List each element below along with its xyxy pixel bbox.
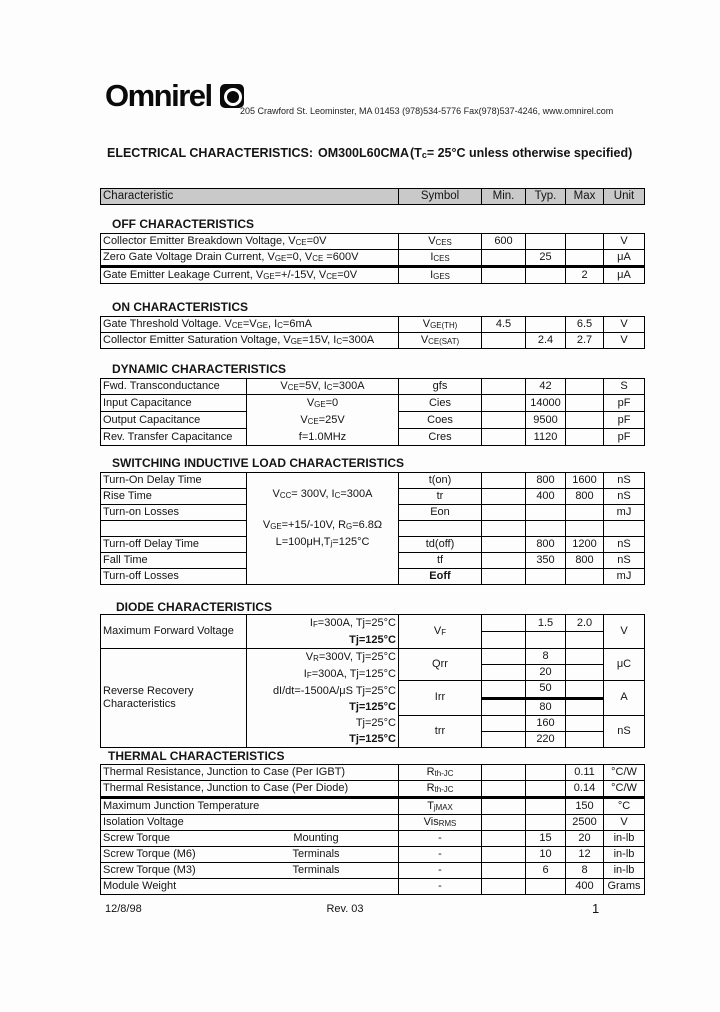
typ-cell: 15 bbox=[526, 831, 566, 847]
unit-cell: μA bbox=[604, 267, 645, 284]
min-cell bbox=[482, 665, 526, 681]
max-cell bbox=[566, 250, 604, 267]
typ-cell: 20 bbox=[526, 665, 566, 681]
characteristic-cell bbox=[101, 781, 399, 798]
condition-line: IF=300A, Tj=125°C bbox=[303, 668, 396, 680]
unit-cell: °C bbox=[604, 798, 645, 815]
table-row bbox=[101, 317, 645, 333]
characteristic-cell bbox=[101, 765, 399, 781]
symbol-cell: VCE(SAT) bbox=[399, 333, 482, 349]
table-row bbox=[101, 847, 645, 863]
max-cell: 150 bbox=[566, 798, 604, 815]
characteristic-cell: Turn-off Losses bbox=[101, 569, 247, 585]
min-cell: 4.5 bbox=[482, 317, 526, 333]
symbol-cell: Qrr bbox=[399, 649, 482, 681]
condition-line: Tj=125°C bbox=[349, 701, 396, 713]
typ-cell bbox=[526, 765, 566, 781]
max-cell: 12 bbox=[566, 847, 604, 863]
symbol-cell: Eoff bbox=[399, 569, 482, 585]
company-logo-text: Omnirel bbox=[105, 78, 212, 113]
condition-merged-cell bbox=[247, 395, 399, 446]
max-cell bbox=[566, 632, 604, 649]
section-heading-dynamic: DYNAMIC CHARACTERISTICS bbox=[112, 362, 286, 376]
unit-cell: nS bbox=[604, 715, 645, 748]
unit-cell: V bbox=[604, 317, 645, 333]
unit-cell: V bbox=[604, 234, 645, 250]
symbol-cell: td(off) bbox=[399, 537, 482, 553]
typ-cell bbox=[526, 569, 566, 585]
min-cell bbox=[482, 632, 526, 649]
unit-cell: in-lb bbox=[604, 847, 645, 863]
col-unit: Unit bbox=[604, 189, 645, 205]
table-row bbox=[101, 473, 645, 489]
typ-cell bbox=[526, 632, 566, 649]
unit-cell: in-lb bbox=[604, 863, 645, 879]
characteristic-cell: Collector Emitter Saturation Voltage, VGE=15V, IC=300A bbox=[101, 333, 399, 349]
unit-cell: V bbox=[604, 815, 645, 831]
max-cell bbox=[566, 732, 604, 748]
min-cell bbox=[482, 649, 526, 665]
characteristic-label: Screw Torque bbox=[103, 832, 171, 844]
on-characteristics-table bbox=[100, 316, 645, 349]
table-row bbox=[101, 333, 645, 349]
symbol-cell: - bbox=[399, 863, 482, 879]
condition-line: Tj=125°C bbox=[349, 634, 396, 646]
condition-line: Tj=25°C bbox=[355, 717, 396, 729]
table-row bbox=[101, 879, 645, 895]
symbol-cell: tf bbox=[399, 553, 482, 569]
condition-cell: VCE=5V, IC=300A bbox=[247, 379, 399, 395]
max-cell: 2 bbox=[566, 267, 604, 284]
min-cell bbox=[482, 879, 526, 895]
col-typ: Typ. bbox=[526, 189, 566, 205]
min-cell bbox=[482, 267, 526, 284]
table-row bbox=[101, 765, 645, 781]
characteristic-cell: Maximum Forward Voltage bbox=[101, 615, 247, 649]
condition-line: VCE=25V bbox=[300, 414, 345, 426]
unit-cell: nS bbox=[604, 553, 645, 569]
typ-cell bbox=[526, 267, 566, 284]
unit-cell: in-lb bbox=[604, 831, 645, 847]
symbol-cell: Cies bbox=[399, 395, 482, 412]
min-cell bbox=[482, 537, 526, 553]
min-cell bbox=[482, 473, 526, 489]
max-cell: 0.14 bbox=[566, 781, 604, 798]
symbol-cell: Rth-JC bbox=[399, 781, 482, 798]
symbol-cell: ICES bbox=[399, 250, 482, 267]
table-row bbox=[101, 831, 645, 847]
condition-line: VR=300V, Tj=25°C bbox=[305, 651, 396, 663]
symbol-cell: VGE(TH) bbox=[399, 317, 482, 333]
min-cell bbox=[482, 781, 526, 798]
unit-cell: Grams bbox=[604, 879, 645, 895]
min-cell bbox=[482, 798, 526, 815]
thermal-characteristics-table bbox=[100, 764, 645, 895]
min-cell bbox=[482, 698, 526, 715]
unit-cell: pF bbox=[604, 412, 645, 429]
company-logo bbox=[105, 78, 244, 114]
typ-cell bbox=[526, 798, 566, 815]
min-cell bbox=[482, 379, 526, 395]
max-cell: 8 bbox=[566, 863, 604, 879]
col-characteristic: Characteristic bbox=[101, 189, 399, 205]
switching-characteristics-table bbox=[100, 472, 645, 585]
typ-cell: 220 bbox=[526, 732, 566, 748]
symbol-cell: tr bbox=[399, 489, 482, 505]
typ-cell: 10 bbox=[526, 847, 566, 863]
characteristic-cell bbox=[101, 863, 399, 879]
condition-line: f=1.0MHz bbox=[298, 431, 347, 443]
unit-cell: °C/W bbox=[604, 765, 645, 781]
unit-cell: nS bbox=[604, 489, 645, 505]
characteristic-label: Maximum Junction Temperature bbox=[103, 800, 260, 812]
min-cell bbox=[482, 765, 526, 781]
symbol-cell: Irr bbox=[399, 681, 482, 716]
unit-cell: μC bbox=[604, 649, 645, 681]
table-row bbox=[101, 250, 645, 267]
table-row bbox=[101, 395, 645, 412]
characteristic-cell bbox=[101, 815, 399, 831]
max-cell bbox=[566, 569, 604, 585]
symbol-cell: Coes bbox=[399, 412, 482, 429]
typ-cell: 800 bbox=[526, 473, 566, 489]
title-label: ELECTRICAL CHARACTERISTICS: bbox=[107, 146, 314, 160]
characteristic-cell: Input Capacitance bbox=[101, 395, 247, 412]
typ-cell bbox=[526, 317, 566, 333]
table-row bbox=[101, 234, 645, 250]
characteristic-cell: Turn-off Delay Time bbox=[101, 537, 247, 553]
max-cell: 20 bbox=[566, 831, 604, 847]
max-cell bbox=[566, 234, 604, 250]
characteristic-label: Module Weight bbox=[103, 880, 177, 892]
section-heading-diode: DIODE CHARACTERISTICS bbox=[116, 600, 273, 614]
symbol-cell: Eon bbox=[399, 505, 482, 521]
min-cell bbox=[482, 333, 526, 349]
symbol-cell: gfs bbox=[399, 379, 482, 395]
typ-cell: 800 bbox=[526, 537, 566, 553]
characteristic-line: Characteristics bbox=[103, 698, 176, 710]
table-row bbox=[101, 815, 645, 831]
unit-cell: nS bbox=[604, 473, 645, 489]
characteristic-cell bbox=[101, 649, 247, 748]
characteristic-label: Isolation Voltage bbox=[103, 816, 184, 828]
max-cell: 1600 bbox=[566, 473, 604, 489]
max-cell bbox=[566, 681, 604, 699]
max-cell bbox=[566, 649, 604, 665]
table-row bbox=[101, 267, 645, 284]
typ-cell: 6 bbox=[526, 863, 566, 879]
symbol-cell: TjMAX bbox=[399, 798, 482, 815]
typ-cell: 2.4 bbox=[526, 333, 566, 349]
max-cell: 0.11 bbox=[566, 765, 604, 781]
max-cell bbox=[566, 429, 604, 446]
section-heading-thermal: THERMAL CHARACTERISTICS bbox=[108, 749, 285, 763]
part-number: OM300L60CMA bbox=[318, 146, 409, 160]
symbol-cell: VCES bbox=[399, 234, 482, 250]
col-min: Min. bbox=[482, 189, 526, 205]
typ-cell: 160 bbox=[526, 715, 566, 732]
condition-line: Tj=125°C bbox=[349, 733, 396, 745]
diode-characteristics-table bbox=[100, 614, 645, 748]
condition-line: VGE=0 bbox=[306, 397, 339, 409]
symbol-cell: VF bbox=[399, 615, 482, 649]
condition-line: VCC= 300V, IC=300A bbox=[272, 488, 373, 500]
characteristic-cell: Rev. Transfer Capacitance bbox=[101, 429, 247, 446]
table-row bbox=[101, 798, 645, 815]
section-heading-off: OFF CHARACTERISTICS bbox=[112, 217, 254, 231]
unit-cell: A bbox=[604, 681, 645, 716]
characteristic-cell: Turn-On Delay Time bbox=[101, 473, 247, 489]
condition-line: VGE=+15/-10V, RG=6.8Ω bbox=[262, 519, 383, 531]
typ-cell bbox=[526, 234, 566, 250]
min-cell bbox=[482, 569, 526, 585]
max-cell: 1200 bbox=[566, 537, 604, 553]
footer-page-number: 1 bbox=[592, 901, 600, 916]
max-cell: 2.0 bbox=[566, 615, 604, 632]
characteristic-cell bbox=[101, 521, 247, 537]
max-cell: 2.7 bbox=[566, 333, 604, 349]
company-address: 205 Crawford St. Leominster, MA 01453 (978)534-5776 Fax(978)537-4246, www.omnirel.com bbox=[240, 106, 614, 116]
unit-cell: pF bbox=[604, 395, 645, 412]
typ-cell: 1.5 bbox=[526, 615, 566, 632]
typ-cell bbox=[526, 521, 566, 537]
section-heading-switching: SWITCHING INDUCTIVE LOAD CHARACTERISTICS bbox=[112, 456, 404, 470]
min-cell bbox=[482, 863, 526, 879]
unit-cell: mJ bbox=[604, 569, 645, 585]
max-cell bbox=[566, 715, 604, 732]
min-cell bbox=[482, 831, 526, 847]
max-cell: 800 bbox=[566, 553, 604, 569]
characteristic-cell: Fwd. Transconductance bbox=[101, 379, 247, 395]
typ-cell: 42 bbox=[526, 379, 566, 395]
typ-cell bbox=[526, 505, 566, 521]
symbol-cell: VisRMS bbox=[399, 815, 482, 831]
footer-revision: Rev. 03 bbox=[326, 903, 364, 915]
characteristic-sub-label: Terminals bbox=[292, 864, 340, 876]
unit-cell: nS bbox=[604, 537, 645, 553]
title-condition: (Tc= 25°C unless otherwise specified) bbox=[410, 146, 633, 160]
characteristic-cell bbox=[101, 879, 399, 895]
max-cell bbox=[566, 665, 604, 681]
section-heading-on: ON CHARACTERISTICS bbox=[112, 300, 249, 314]
characteristic-cell: Gate Emitter Leakage Current, VGE=+/-15V, VCE=0V bbox=[101, 267, 399, 284]
col-max: Max bbox=[566, 189, 604, 205]
min-cell bbox=[482, 615, 526, 632]
min-cell: 600 bbox=[482, 234, 526, 250]
min-cell bbox=[482, 732, 526, 748]
unit-cell: V bbox=[604, 333, 645, 349]
max-cell bbox=[566, 521, 604, 537]
condition-merged-cell bbox=[247, 649, 399, 748]
symbol-cell: trr bbox=[399, 715, 482, 748]
table-row bbox=[101, 649, 645, 665]
characteristic-cell bbox=[101, 831, 399, 847]
table-row bbox=[101, 379, 645, 395]
table-row bbox=[101, 781, 645, 798]
min-cell bbox=[482, 395, 526, 412]
characteristic-label: Screw Torque (M6) bbox=[103, 848, 196, 860]
typ-cell: 400 bbox=[526, 489, 566, 505]
min-cell bbox=[482, 521, 526, 537]
characteristic-sub-label: Mounting bbox=[293, 832, 339, 844]
condition-line: L=100μH,Tj=125°C bbox=[275, 536, 370, 548]
col-symbol: Symbol bbox=[399, 189, 482, 205]
min-cell bbox=[482, 429, 526, 446]
condition-merged-cell bbox=[247, 615, 399, 649]
max-cell bbox=[566, 505, 604, 521]
table-row bbox=[101, 615, 645, 632]
min-cell bbox=[482, 489, 526, 505]
characteristic-label: Thermal Resistance, Junction to Case (Per IGBT) bbox=[103, 766, 346, 778]
max-cell: 400 bbox=[566, 879, 604, 895]
symbol-cell: Rth-JC bbox=[399, 765, 482, 781]
characteristic-sub-label: Terminals bbox=[292, 848, 340, 860]
symbol-cell bbox=[399, 521, 482, 537]
max-cell: 6.5 bbox=[566, 317, 604, 333]
dynamic-characteristics-table bbox=[100, 378, 645, 446]
company-logo-icon bbox=[220, 84, 244, 108]
typ-cell: 9500 bbox=[526, 412, 566, 429]
min-cell bbox=[482, 505, 526, 521]
min-cell bbox=[482, 815, 526, 831]
min-cell bbox=[482, 681, 526, 699]
unit-cell: °C/W bbox=[604, 781, 645, 798]
typ-cell bbox=[526, 815, 566, 831]
typ-cell: 14000 bbox=[526, 395, 566, 412]
typ-cell bbox=[526, 781, 566, 798]
unit-cell: V bbox=[604, 615, 645, 649]
typ-cell: 1120 bbox=[526, 429, 566, 446]
column-header-row bbox=[101, 189, 645, 205]
condition-line: dI/dt=-1500A/μS Tj=25°C bbox=[272, 685, 396, 697]
symbol-cell: IGES bbox=[399, 267, 482, 284]
max-cell bbox=[566, 412, 604, 429]
characteristic-cell: Collector Emitter Breakdown Voltage, VCE=0V bbox=[101, 234, 399, 250]
unit-cell bbox=[604, 521, 645, 537]
typ-cell: 80 bbox=[526, 698, 566, 715]
column-header-table bbox=[100, 188, 645, 205]
characteristic-line: Reverse Recovery bbox=[103, 685, 194, 697]
max-cell bbox=[566, 379, 604, 395]
off-characteristics-table bbox=[100, 233, 645, 284]
condition-line: IF=300A, Tj=25°C bbox=[309, 617, 396, 629]
characteristic-cell: Rise Time bbox=[101, 489, 247, 505]
unit-cell: S bbox=[604, 379, 645, 395]
typ-cell bbox=[526, 879, 566, 895]
typ-cell: 8 bbox=[526, 649, 566, 665]
table-row bbox=[101, 863, 645, 879]
unit-cell: μA bbox=[604, 250, 645, 267]
footer-date: 12/8/98 bbox=[105, 903, 142, 915]
min-cell bbox=[482, 250, 526, 267]
min-cell bbox=[482, 553, 526, 569]
characteristic-cell: Gate Threshold Voltage. VCE=VGE, IC=6mA bbox=[101, 317, 399, 333]
characteristic-cell bbox=[101, 847, 399, 863]
min-cell bbox=[482, 412, 526, 429]
unit-cell: mJ bbox=[604, 505, 645, 521]
symbol-cell: - bbox=[399, 847, 482, 863]
typ-cell: 50 bbox=[526, 681, 566, 699]
max-cell bbox=[566, 698, 604, 715]
characteristic-label: Thermal Resistance, Junction to Case (Per Diode) bbox=[103, 782, 349, 794]
unit-cell: pF bbox=[604, 429, 645, 446]
typ-cell: 25 bbox=[526, 250, 566, 267]
max-cell bbox=[566, 395, 604, 412]
characteristic-cell: Turn-on Losses bbox=[101, 505, 247, 521]
max-cell: 2500 bbox=[566, 815, 604, 831]
characteristic-cell: Zero Gate Voltage Drain Current, VGE=0, VCE =600V bbox=[101, 250, 399, 267]
symbol-cell: Cres bbox=[399, 429, 482, 446]
min-cell bbox=[482, 715, 526, 732]
symbol-cell: - bbox=[399, 879, 482, 895]
characteristic-cell: Output Capacitance bbox=[101, 412, 247, 429]
symbol-cell: t(on) bbox=[399, 473, 482, 489]
min-cell bbox=[482, 847, 526, 863]
typ-cell: 350 bbox=[526, 553, 566, 569]
symbol-cell: - bbox=[399, 831, 482, 847]
characteristic-cell bbox=[101, 798, 399, 815]
condition-merged-cell bbox=[247, 473, 399, 585]
characteristic-label: Screw Torque (M3) bbox=[103, 864, 196, 876]
characteristic-cell: Fall Time bbox=[101, 553, 247, 569]
max-cell: 800 bbox=[566, 489, 604, 505]
